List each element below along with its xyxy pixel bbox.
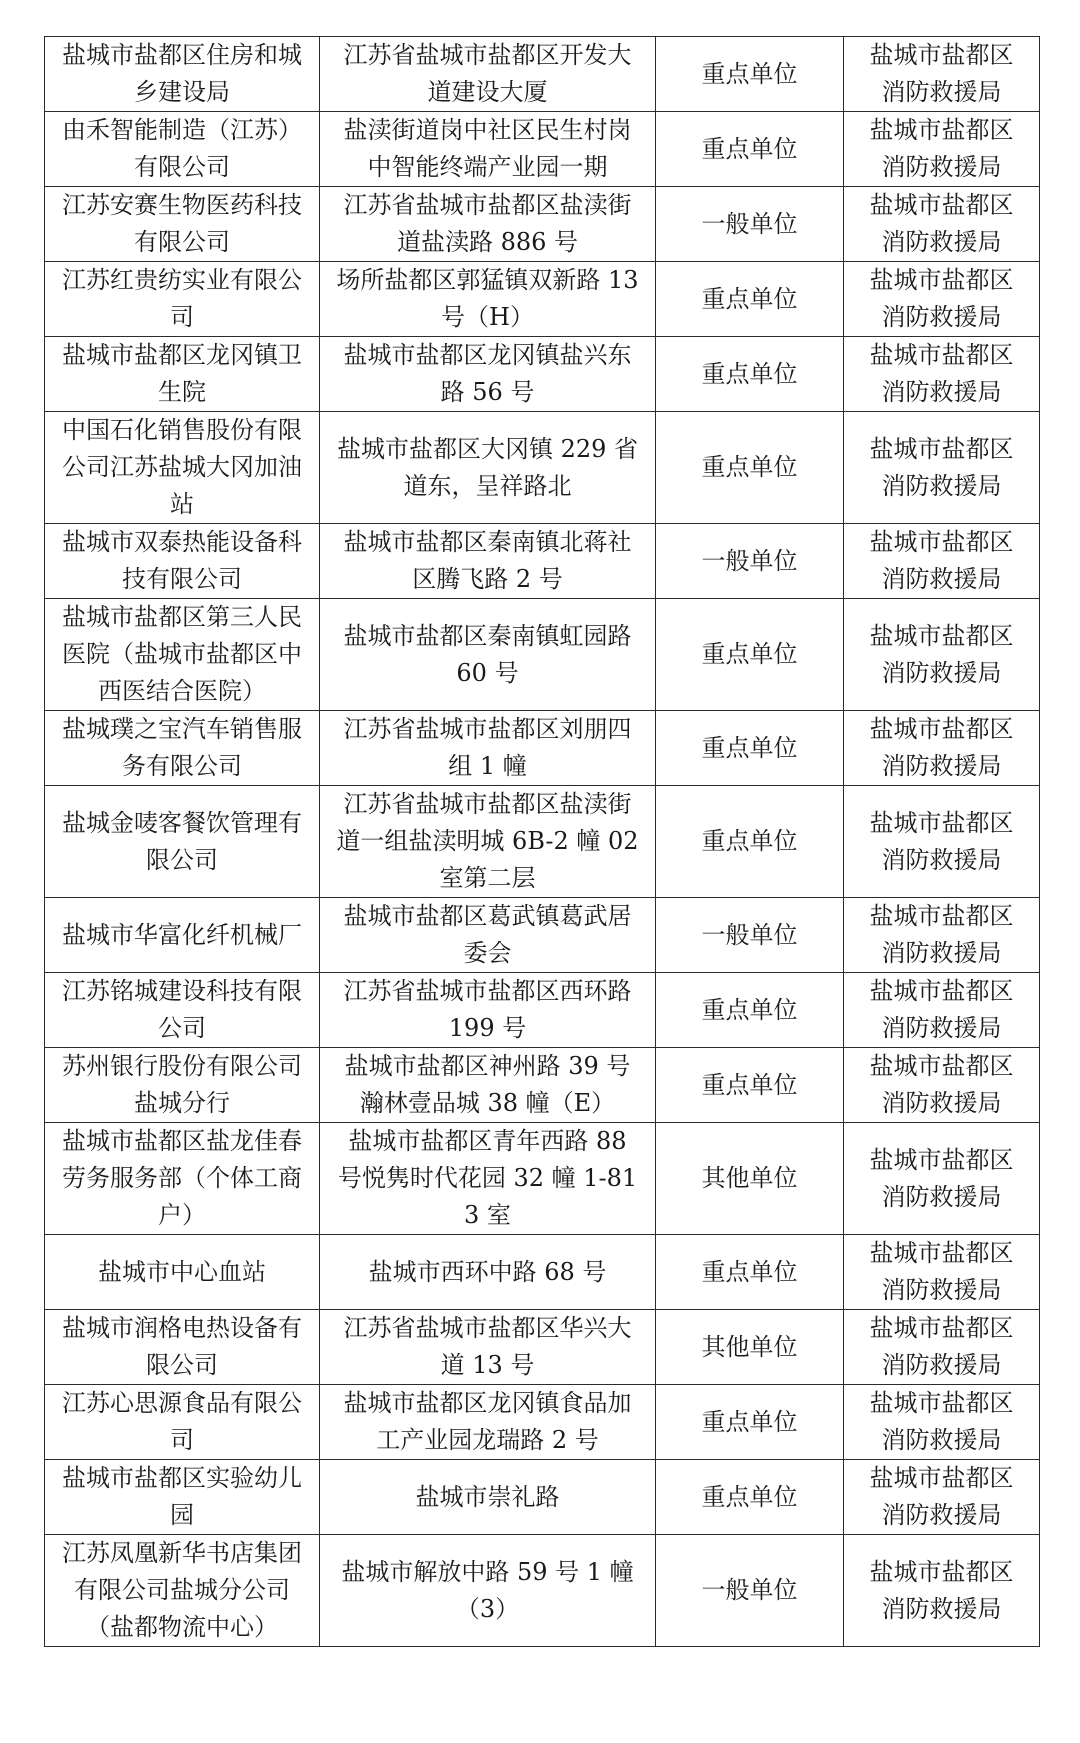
unit-type-cell: 一般单位 (656, 187, 844, 262)
unit-name-cell: 中国石化销售股份有限公司江苏盐城大冈加油站 (45, 412, 320, 524)
table-row (45, 1460, 1040, 1535)
unit-address-cell: 盐渎街道岗中社区民生村岗中智能终端产业园一期 (320, 112, 656, 187)
unit-type-cell: 一般单位 (656, 1535, 844, 1647)
table-row (45, 1048, 1040, 1123)
unit-type-cell: 重点单位 (656, 1235, 844, 1310)
unit-type-cell: 其他单位 (656, 1310, 844, 1385)
unit-name-cell: 盐城市双泰热能设备科技有限公司 (45, 524, 320, 599)
document-page (44, 36, 1039, 1647)
authority-cell: 盐城市盐都区消防救援局 (844, 112, 1040, 187)
unit-address-cell: 盐城市盐都区大冈镇 229 省道东，呈祥路北 (320, 412, 656, 524)
unit-name-cell: 盐城市盐都区龙冈镇卫生院 (45, 337, 320, 412)
unit-name-cell: 盐城金唛客餐饮管理有限公司 (45, 786, 320, 898)
unit-type-cell: 重点单位 (656, 786, 844, 898)
unit-address-cell: 盐城市崇礼路 (320, 1460, 656, 1535)
unit-address-cell: 盐城市解放中路 59 号 1 幢（3） (320, 1535, 656, 1647)
unit-address-cell: 江苏省盐城市盐都区华兴大道 13 号 (320, 1310, 656, 1385)
unit-type-cell: 重点单位 (656, 599, 844, 711)
unit-type-cell: 重点单位 (656, 1048, 844, 1123)
authority-cell: 盐城市盐都区消防救援局 (844, 1535, 1040, 1647)
unit-name-cell: 盐城市盐都区第三人民医院（盐城市盐都区中西医结合医院） (45, 599, 320, 711)
unit-name-cell: 江苏凤凰新华书店集团有限公司盐城分公司（盐都物流中心） (45, 1535, 320, 1647)
unit-address-cell: 场所盐都区郭猛镇双新路 13 号（H） (320, 262, 656, 337)
unit-address-cell: 盐城市盐都区龙冈镇食品加工产业园龙瑞路 2 号 (320, 1385, 656, 1460)
authority-cell: 盐城市盐都区消防救援局 (844, 1235, 1040, 1310)
unit-name-cell: 盐城市盐都区住房和城乡建设局 (45, 37, 320, 112)
unit-address-cell: 盐城市盐都区神州路 39 号瀚林壹品城 38 幢（E） (320, 1048, 656, 1123)
unit-address-cell: 江苏省盐城市盐都区盐渎街道盐渎路 886 号 (320, 187, 656, 262)
unit-address-cell: 江苏省盐城市盐都区开发大道建设大厦 (320, 37, 656, 112)
unit-type-cell: 重点单位 (656, 337, 844, 412)
unit-type-cell: 其他单位 (656, 1123, 844, 1235)
authority-cell: 盐城市盐都区消防救援局 (844, 1048, 1040, 1123)
unit-type-cell: 一般单位 (656, 524, 844, 599)
unit-address-cell: 江苏省盐城市盐都区西环路 199 号 (320, 973, 656, 1048)
authority-cell: 盐城市盐都区消防救援局 (844, 898, 1040, 973)
table-row (45, 1385, 1040, 1460)
unit-address-cell: 盐城市盐都区葛武镇葛武居委会 (320, 898, 656, 973)
unit-name-cell: 盐城市华富化纤机械厂 (45, 898, 320, 973)
unit-name-cell: 盐城市盐都区实验幼儿园 (45, 1460, 320, 1535)
authority-cell: 盐城市盐都区消防救援局 (844, 711, 1040, 786)
authority-cell: 盐城市盐都区消防救援局 (844, 187, 1040, 262)
table-row (45, 1123, 1040, 1235)
units-table (44, 36, 1040, 1647)
table-row (45, 786, 1040, 898)
unit-type-cell: 重点单位 (656, 1460, 844, 1535)
unit-name-cell: 盐城市盐都区盐龙佳春劳务服务部（个体工商户） (45, 1123, 320, 1235)
authority-cell: 盐城市盐都区消防救援局 (844, 786, 1040, 898)
unit-type-cell: 重点单位 (656, 412, 844, 524)
table-row (45, 898, 1040, 973)
authority-cell: 盐城市盐都区消防救援局 (844, 973, 1040, 1048)
unit-type-cell: 重点单位 (656, 262, 844, 337)
unit-type-cell: 一般单位 (656, 898, 844, 973)
unit-address-cell: 盐城市盐都区龙冈镇盐兴东路 56 号 (320, 337, 656, 412)
unit-name-cell: 盐城市中心血站 (45, 1235, 320, 1310)
table-row (45, 973, 1040, 1048)
table-row (45, 599, 1040, 711)
unit-address-cell: 江苏省盐城市盐都区刘朋四组 1 幢 (320, 711, 656, 786)
table-row (45, 262, 1040, 337)
unit-type-cell: 重点单位 (656, 37, 844, 112)
table-row (45, 1310, 1040, 1385)
unit-name-cell: 江苏心思源食品有限公司 (45, 1385, 320, 1460)
unit-address-cell: 江苏省盐城市盐都区盐渎街道一组盐渎明城 6B-2 幢 02 室第二层 (320, 786, 656, 898)
authority-cell: 盐城市盐都区消防救援局 (844, 1123, 1040, 1235)
authority-cell: 盐城市盐都区消防救援局 (844, 262, 1040, 337)
unit-type-cell: 重点单位 (656, 1385, 844, 1460)
table-row (45, 1535, 1040, 1647)
unit-name-cell: 盐城璞之宝汽车销售服务有限公司 (45, 711, 320, 786)
authority-cell: 盐城市盐都区消防救援局 (844, 1385, 1040, 1460)
authority-cell: 盐城市盐都区消防救援局 (844, 337, 1040, 412)
unit-type-cell: 重点单位 (656, 112, 844, 187)
unit-address-cell: 盐城市盐都区秦南镇虹园路 60 号 (320, 599, 656, 711)
unit-address-cell: 盐城市西环中路 68 号 (320, 1235, 656, 1310)
table-row (45, 337, 1040, 412)
table-row (45, 37, 1040, 112)
table-row (45, 711, 1040, 786)
unit-name-cell: 江苏安赛生物医药科技有限公司 (45, 187, 320, 262)
table-row (45, 112, 1040, 187)
unit-type-cell: 重点单位 (656, 711, 844, 786)
authority-cell: 盐城市盐都区消防救援局 (844, 599, 1040, 711)
unit-address-cell: 盐城市盐都区秦南镇北蒋社区腾飞路 2 号 (320, 524, 656, 599)
unit-type-cell: 重点单位 (656, 973, 844, 1048)
authority-cell: 盐城市盐都区消防救援局 (844, 37, 1040, 112)
table-row (45, 187, 1040, 262)
authority-cell: 盐城市盐都区消防救援局 (844, 1310, 1040, 1385)
unit-name-cell: 由禾智能制造（江苏）有限公司 (45, 112, 320, 187)
authority-cell: 盐城市盐都区消防救援局 (844, 524, 1040, 599)
table-row (45, 524, 1040, 599)
authority-cell: 盐城市盐都区消防救援局 (844, 412, 1040, 524)
unit-name-cell: 江苏铭城建设科技有限公司 (45, 973, 320, 1048)
unit-name-cell: 苏州银行股份有限公司盐城分行 (45, 1048, 320, 1123)
table-row (45, 1235, 1040, 1310)
unit-address-cell: 盐城市盐都区青年西路 88 号悦隽时代花园 32 幢 1-813 室 (320, 1123, 656, 1235)
unit-name-cell: 盐城市润格电热设备有限公司 (45, 1310, 320, 1385)
table-row (45, 412, 1040, 524)
unit-name-cell: 江苏红贵纺实业有限公司 (45, 262, 320, 337)
authority-cell: 盐城市盐都区消防救援局 (844, 1460, 1040, 1535)
